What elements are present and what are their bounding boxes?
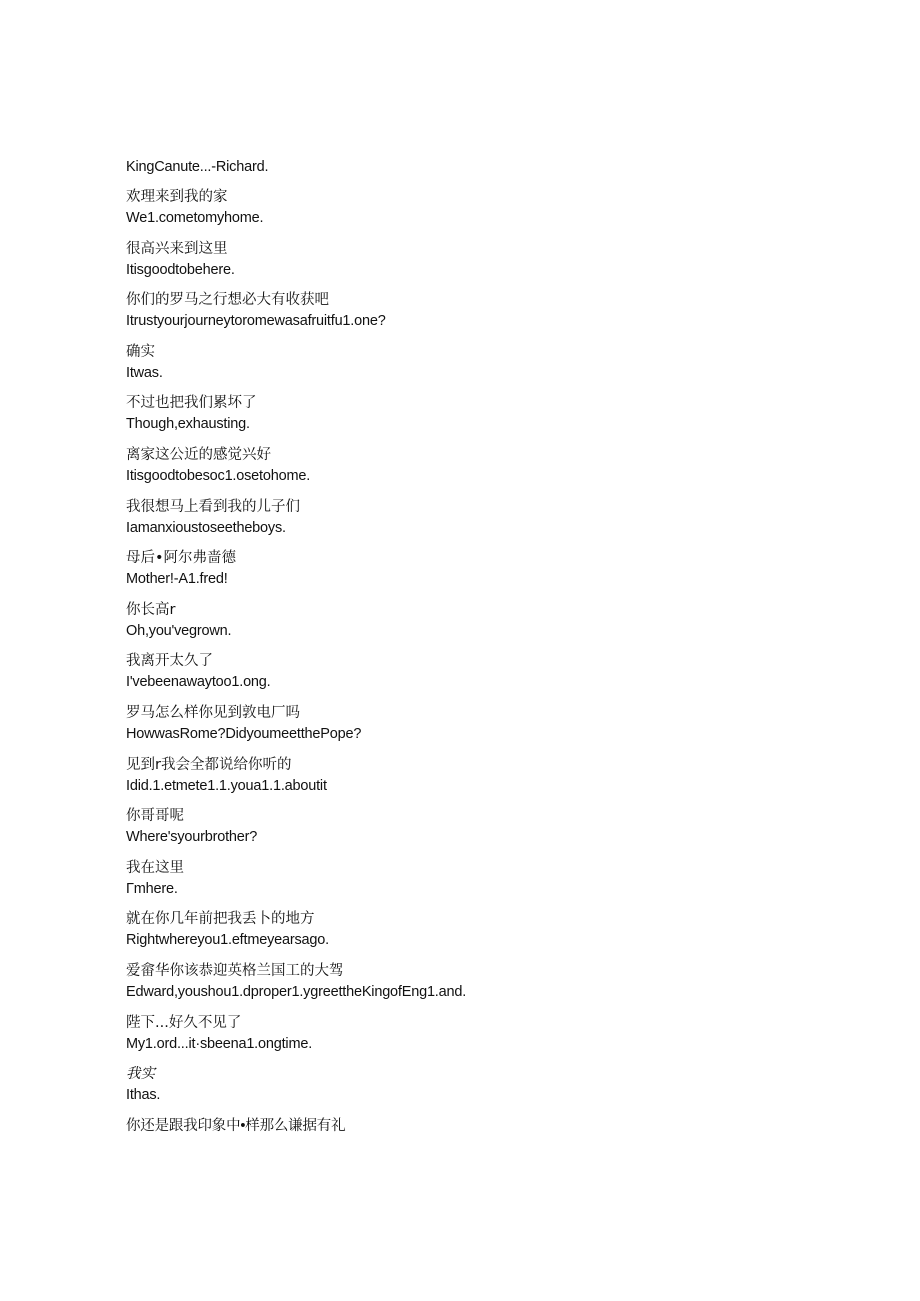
chinese-line: 我离开太久了 xyxy=(126,653,213,670)
english-line: Itrustyourjourneytoromewasafruitfu1.one? xyxy=(126,313,386,330)
line-pair xyxy=(126,600,886,642)
line-pair xyxy=(126,548,886,590)
line-pair xyxy=(126,342,886,384)
line-pair xyxy=(126,1013,886,1055)
line-pair xyxy=(126,961,886,1003)
english-line: Oh,you'vegrown. xyxy=(126,622,232,639)
chinese-line: 罗马怎么样你见到敦电厂吗 xyxy=(126,704,300,721)
chinese-line: 陛下...好久不见了 xyxy=(126,1014,242,1031)
english-line: My1.ord...it·sbeena1.ongtime. xyxy=(126,1035,313,1052)
line-pair xyxy=(126,187,886,229)
english-line: Edward,youshou1.dproper1.ygreettheKingofEng1.and. xyxy=(126,983,467,1000)
line-pair xyxy=(126,445,886,487)
line-pair xyxy=(126,858,886,900)
chinese-line: 很高兴来到这里 xyxy=(126,240,228,257)
english-line: Ithas. xyxy=(126,1087,161,1104)
english-line: Mother!-A1.fred! xyxy=(126,571,228,588)
chinese-line: 离家这公近的感觉兴好 xyxy=(126,446,271,463)
english-line: Though,exhausting. xyxy=(126,416,250,433)
english-line: Rightwhereyou1.eftmeyearsago. xyxy=(126,932,329,949)
line-pair xyxy=(126,1064,886,1106)
chinese-line: 我在这里 xyxy=(126,859,184,876)
english-line: Idid.1.etmete1.1.youa1.1.aboutit xyxy=(126,777,327,794)
chinese-line: 母后•阿尔弗啬德 xyxy=(126,550,237,567)
chinese-line: 我实 xyxy=(126,1066,155,1083)
line-pair xyxy=(126,290,886,332)
line-pair xyxy=(126,239,886,281)
final-chinese-line: 你还是跟我印象中•样那么谦据有礼 xyxy=(126,1117,346,1134)
chinese-line: 爱畲华你该恭迎英格兰国工的大驾 xyxy=(126,962,344,979)
chinese-line: 你长高r xyxy=(126,601,176,618)
chinese-line: 确实 xyxy=(126,343,155,360)
subtitle-transcript xyxy=(126,157,886,1137)
english-line: Itisgoodtobesoc1.osetohome. xyxy=(126,467,311,484)
transcript-heading: KingCanute...-Richard. xyxy=(126,159,269,175)
english-line: Itisgoodtobehere. xyxy=(126,261,235,278)
line-pair xyxy=(126,393,886,435)
line-pair xyxy=(126,806,886,848)
line-pair xyxy=(126,651,886,693)
english-line: Iamanxioustoseetheboys. xyxy=(126,519,286,536)
line-pair xyxy=(126,755,886,797)
english-line: HowwasRome?DidyoumeetthePope? xyxy=(126,725,362,742)
line-pair xyxy=(126,909,886,951)
english-line: Where'syourbrother? xyxy=(126,829,258,846)
line-pair xyxy=(126,497,886,539)
chinese-line: 你哥哥呢 xyxy=(126,808,184,825)
chinese-line: 就在你几年前把我丢卜的地方 xyxy=(126,911,315,928)
chinese-line: 欢理来到我的家 xyxy=(126,189,228,205)
chinese-line: 见到r我会全都说给你听的 xyxy=(126,756,292,773)
chinese-line: 你们的罗马之行想必大有收获吧 xyxy=(126,292,329,309)
english-line: Γmhere. xyxy=(126,880,178,897)
english-line: Itwas. xyxy=(126,364,163,381)
line-pair xyxy=(126,703,886,745)
english-line: We1.cometomyhome. xyxy=(126,210,264,226)
chinese-line: 不过也把我们累坏了 xyxy=(126,395,257,412)
english-line: I'vebeenawaytoo1.ong. xyxy=(126,674,271,691)
chinese-line: 我很想马上看到我的儿子们 xyxy=(126,498,300,515)
